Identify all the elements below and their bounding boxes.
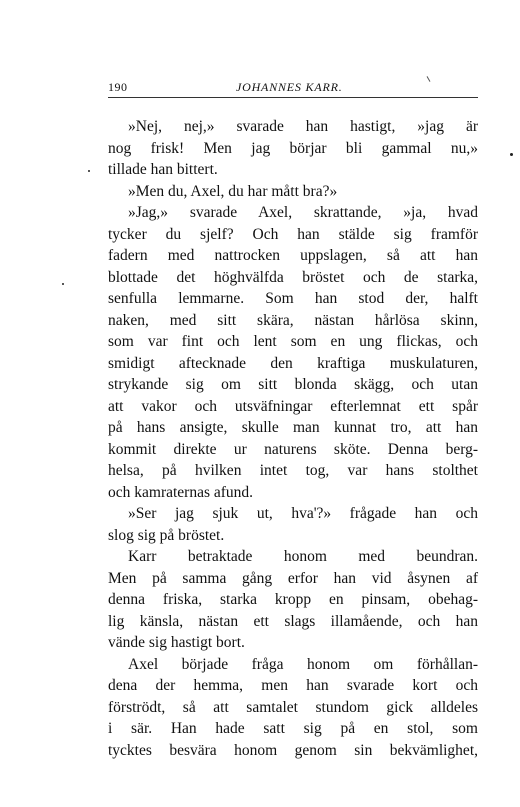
text-line: förströdt, så att samtalet stundom gick alldeles <box>108 698 478 716</box>
text-line: i sär. Han hade satt sig på en stol, som <box>108 720 478 737</box>
text-line: tycktes besvära honom genom sin bekvämlighet, <box>108 741 478 759</box>
ink-speck <box>62 283 64 285</box>
text-line: som var fint och lent som en ung flickas, och <box>108 333 478 350</box>
text-line: fadern med nattrocken uppslagen, så att han <box>108 247 478 264</box>
text-line: Axel började fråga honom om förhållan- <box>128 655 478 673</box>
text-line: att vakor och utsväfningar efterlemnat ett spår <box>108 397 478 415</box>
page-number: 190 <box>108 80 128 94</box>
text-line: Men på samma gång erfor han vid åsynen af <box>108 569 478 587</box>
text-line: »Men du, Axel, du har mått bra?» <box>128 182 338 200</box>
text-line: och kamraternas afund. <box>108 483 254 501</box>
text-line: smidigt aftecknade den kraftiga muskulaturen, <box>108 354 478 372</box>
text-line: Karr betraktade honom med beundran. <box>128 548 478 565</box>
text-line: på hans ansigte, skulle man kunnat tro, att han <box>108 419 478 436</box>
text-line: dena der hemma, men han svarade kort och <box>108 677 478 694</box>
text-line: helsa, på hvilken intet tog, var hans stolthet <box>108 462 478 479</box>
text-line: »Jag,» svarade Axel, skrattande, »ja, hvad <box>128 204 478 221</box>
text-line: blottade det höghvälfda bröstet och de starka, <box>108 268 478 286</box>
ink-speck <box>88 170 90 172</box>
text-line: tycker du sjelf? Och han stälde sig framför <box>108 225 478 243</box>
text-line: »Nej, nej,» svarade han hastigt, »jag är <box>128 118 478 135</box>
text-line: lig känsla, nästan ett slags illamående, och han <box>108 612 478 630</box>
ink-speck <box>510 153 513 156</box>
text-line: denna friska, starka kropp en pinsam, obehag- <box>108 591 478 608</box>
header-rule <box>108 97 478 98</box>
running-head: JOHANNES KARR. <box>236 80 343 94</box>
text-line: nog frisk! Men jag börjar bli gammal nu,» <box>108 139 478 157</box>
text-line: »Ser jag sjuk ut, hva'?» frågade han och <box>128 505 478 522</box>
body-text <box>108 116 478 761</box>
text-line: kommit direkte ur naturens sköte. Denna berg- <box>108 440 478 458</box>
text-line: senfulla lemmarne. Som han stod der, halft <box>108 290 478 307</box>
text-line: slog sig på bröstet. <box>108 526 225 544</box>
text-line: vände sig hastigt bort. <box>108 634 245 651</box>
text-line: strykande sig om sitt blonda skägg, och utan <box>108 376 478 393</box>
text-line: tillade han bittert. <box>108 161 218 178</box>
text-line: naken, med sitt skära, nästan hårlösa skinn, <box>108 311 478 329</box>
page-header <box>108 76 478 96</box>
